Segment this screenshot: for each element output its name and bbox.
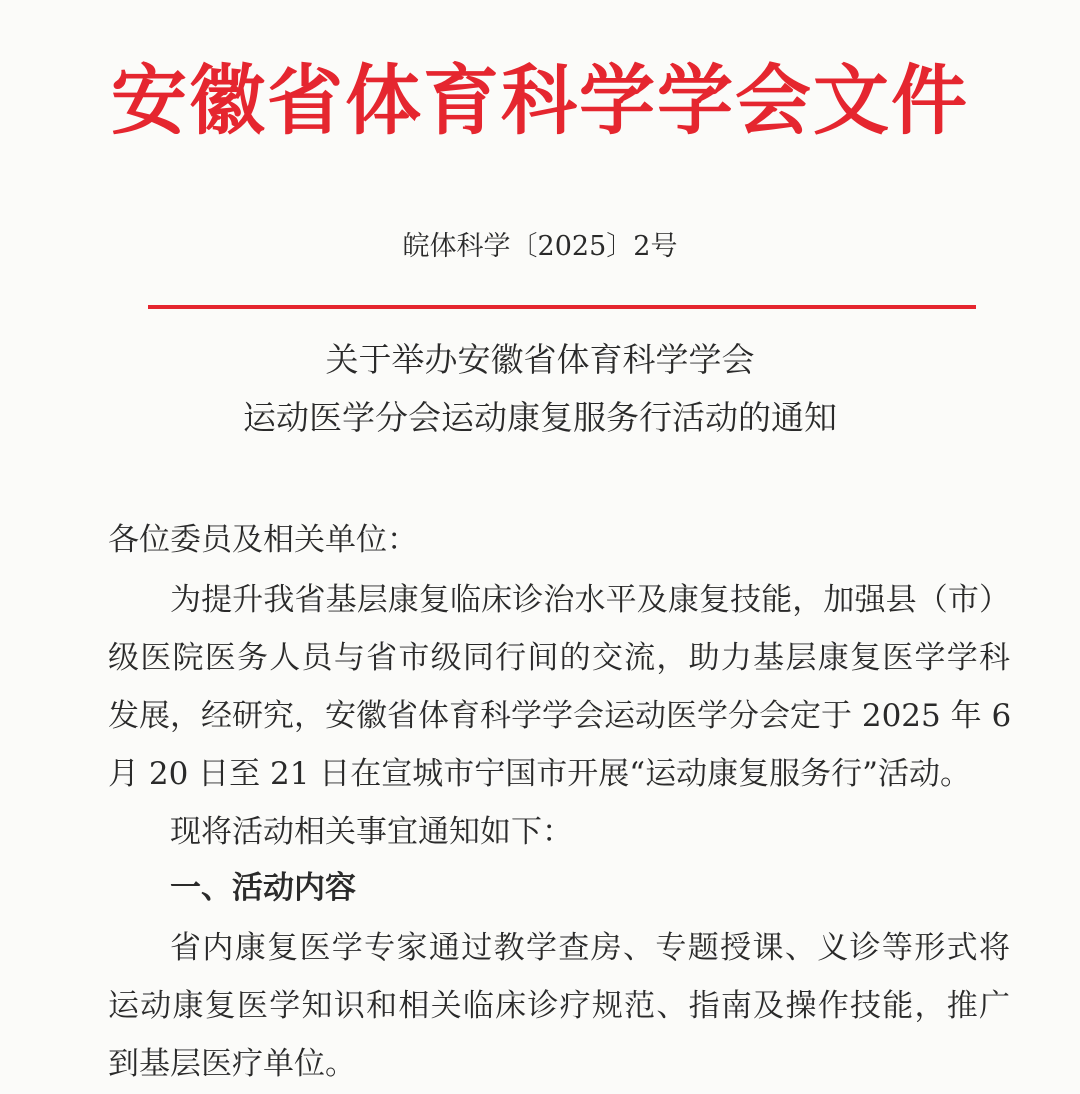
red-divider xyxy=(148,305,976,309)
notice-title-line-1: 关于举办安徽省体育科学学会 xyxy=(325,340,755,379)
intro-line: 发展，经研究，安徽省体育科学学会运动医学分会定于 2025 年 6 xyxy=(108,698,1012,734)
intro-line: 级医院医务人员与省市级同行间的交流，助力基层康复医学学科 xyxy=(108,640,1010,676)
section-line: 省内康复医学专家通过教学查房、专题授课、义诊等形式将 xyxy=(170,930,1010,966)
intro-line: 月 20 日至 21 日在宣城市宁国市开展“运动康复服务行”活动。 xyxy=(108,756,972,792)
doc-number: 皖体科学〔2025〕2号 xyxy=(402,231,678,262)
notice-line: 现将活动相关事宜通知如下： xyxy=(170,814,573,850)
intro-line: 为提升我省基层康复临床诊治水平及康复技能，加强县（市） xyxy=(170,582,1010,618)
section-heading: 一、活动内容 xyxy=(170,870,356,906)
salutation: 各位委员及相关单位： xyxy=(108,522,418,558)
section-line: 运动康复医学知识和相关临床诊疗规范、指南及操作技能，推广 xyxy=(108,988,1010,1024)
notice-title-line-2: 运动医学分会运动康复服务行活动的通知 xyxy=(243,398,837,437)
section-line: 到基层医疗单位。 xyxy=(108,1046,356,1082)
org-title: 安徽省体育科学学会文件 xyxy=(111,56,969,145)
